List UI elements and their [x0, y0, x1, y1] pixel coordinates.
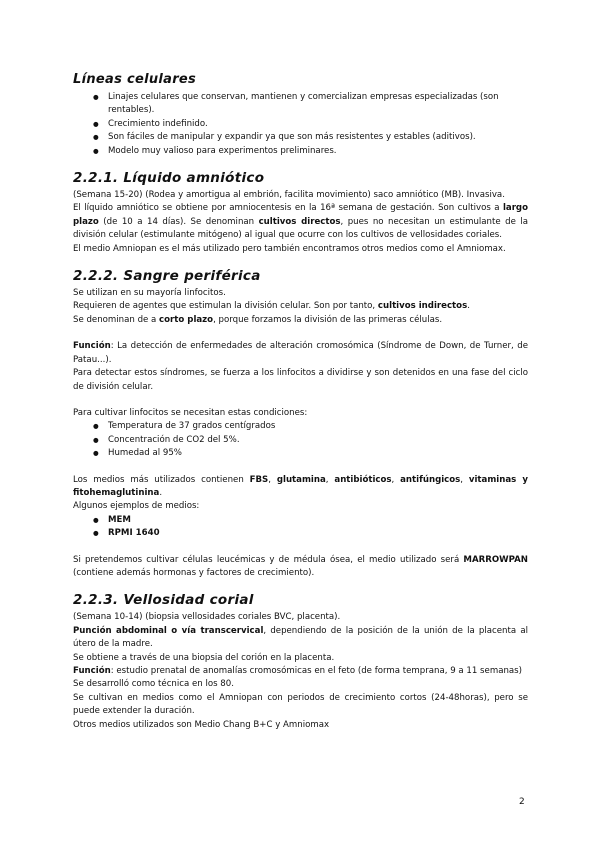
paragraph: Se utilizan en su mayoría linfocitos.	[73, 288, 226, 299]
list-item: ● Concentración de CO2 del 5%.	[93, 434, 528, 447]
paragraph: Función: estudio prenatal de anomalías cromosómicas en el feto (de forma temprana, 9 a 11 semanas)	[73, 666, 522, 676]
paragraph: Punción abdominal o vía transcervical, dependiendo de la posición de la unión de la placenta al útero de la madre.	[73, 625, 528, 650]
paragraph: El líquido amniótico se obtiene por amniocentesis en la 16ª semana de gestación. Son cultivos a largo plazo (de 10 a 14 días). Se denominan cultivos directos, pues no necesitan un estimulante de la división celular (estimulante mitógeno) al igual que ocurre con los cultivos de vellosidades coriales.	[73, 203, 528, 241]
paragraph: Para cultivar linfocitos se necesitan estas condiciones:	[73, 407, 308, 418]
page-number: 2	[519, 797, 525, 807]
paragraph: Algunos ejemplos de medios:	[73, 501, 200, 512]
lineas-bullet-list	[73, 91, 528, 158]
paragraph: (Semana 10-14) (biopsia vellosidades coriales BVC, placenta).	[73, 612, 341, 623]
paragraph: Otros medios utilizados son Medio Chang B+C y Amniomax	[73, 719, 330, 730]
paragraph: (Semana 15-20) (Rodea y amortigua al embrión, facilita movimiento) saco amniótico (MB). Invasiva.	[73, 190, 505, 201]
list-item: ● MEM	[93, 514, 528, 527]
list-item: ● Crecimiento indefinido.	[93, 118, 528, 131]
paragraph: Se denominan de a corto plazo, porque forzamos la división de las primeras células.	[73, 314, 443, 325]
section-title-lineas: Líneas celulares	[73, 72, 197, 87]
list-item: ● Linajes celulares que conservan, mantienen y comercializan empresas especializadas (son rentables).	[93, 91, 528, 118]
section-title-vellosidad: 2.2.3. Vellosidad corial	[73, 592, 254, 609]
section-title-sangre: 2.2.2. Sangre periférica	[73, 268, 261, 285]
conditions-list	[73, 420, 528, 460]
paragraph: Se obtiene a través de una biopsia del corión en la placenta.	[73, 652, 335, 663]
list-item: ● Humedad al 95%	[93, 447, 528, 460]
media-list	[73, 514, 528, 541]
list-item: ● Temperatura de 37 grados centígrados	[93, 420, 528, 433]
paragraph: El medio Amniopan es el más utilizado pero también encontramos otros medios como el Amniomax.	[73, 243, 506, 254]
paragraph: Los medios más utilizados contienen FBS, glutamina, antibióticos, antifúngicos, vitaminas y fitohemaglutinina.	[73, 474, 528, 498]
list-item: ● Modelo muy valioso para experimentos preliminares.	[93, 145, 528, 158]
paragraph: Se cultivan en medios como el Amniopan con periodos de crecimiento cortos (24-48horas), pero se puede extender la duración.	[73, 692, 528, 717]
document-page	[73, 72, 528, 732]
paragraph: Función: La detección de enfermedades de alteración cromosómica (Síndrome de Down, de Turner, de Patau...).	[73, 341, 528, 365]
section-title-liquido: 2.2.1. Líquido amniótico	[73, 170, 265, 187]
paragraph: Si pretendemos cultivar células leucémicas y de médula ósea, el medio utilizado será MARROWPAN (contiene además hormonas y factores de crecimiento).	[73, 554, 528, 578]
paragraph: Para detectar estos síndromes, se fuerza a los linfocitos a dividirse y son detenidos en una fase del ciclo de división celular.	[73, 368, 528, 392]
list-item: ● Son fáciles de manipular y expandir ya que son más resistentes y estables (aditivos).	[93, 131, 528, 144]
list-item: ● RPMI 1640	[93, 527, 528, 540]
paragraph: Requieren de agentes que estimulan la división celular. Son por tanto, cultivos indirectos.	[73, 301, 470, 312]
paragraph: Se desarrolló como técnica en los 80.	[73, 679, 234, 690]
